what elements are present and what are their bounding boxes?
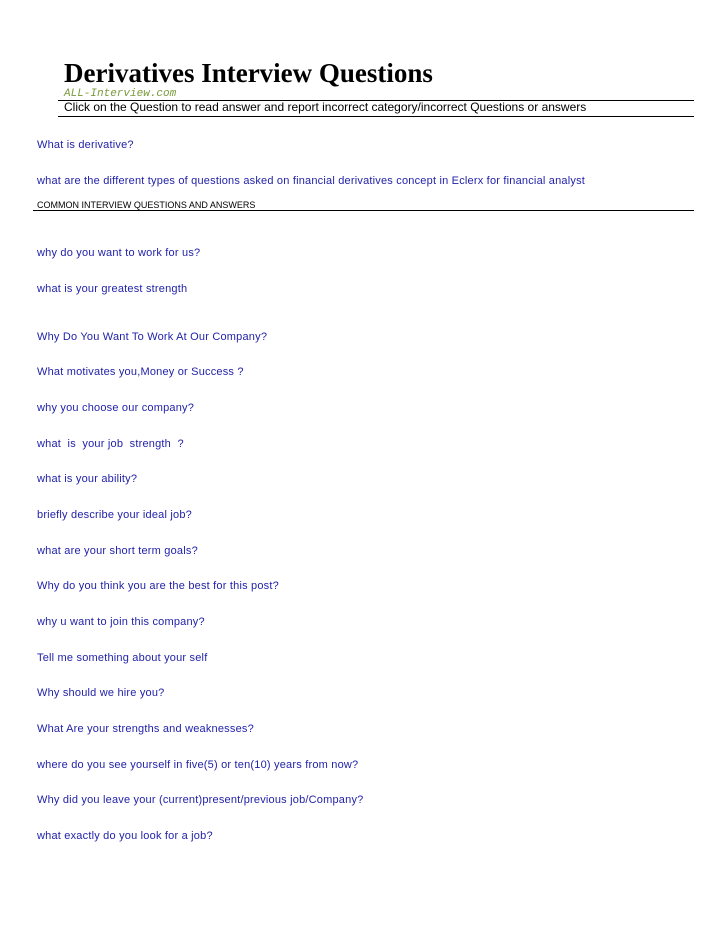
header-divider-bottom: [58, 116, 694, 117]
question-link[interactable]: what is your greatest strength: [37, 283, 188, 295]
question-link[interactable]: why do you want to work for us?: [37, 247, 201, 259]
question-link[interactable]: briefly describe your ideal job?: [37, 509, 192, 521]
section-divider: [33, 210, 694, 211]
section-title: COMMON INTERVIEW QUESTIONS AND ANSWERS: [37, 200, 256, 210]
question-link[interactable]: What motivates you,Money or Success ?: [37, 366, 244, 378]
question-link[interactable]: what is your job strength ?: [37, 438, 184, 450]
question-link-derivative[interactable]: What is derivative?: [37, 139, 134, 151]
question-link[interactable]: why you choose our company?: [37, 402, 195, 414]
question-link[interactable]: where do you see yourself in five(5) or ten(10) years from now?: [37, 759, 359, 771]
question-link[interactable]: Why Do You Want To Work At Our Company?: [37, 331, 268, 343]
question-link[interactable]: Tell me something about your self: [37, 652, 208, 664]
question-link[interactable]: why u want to join this company?: [37, 616, 205, 628]
question-link[interactable]: what are your short term goals?: [37, 545, 198, 557]
page-title: Derivatives Interview Questions: [64, 58, 433, 88]
question-link[interactable]: Why did you leave your (current)present/previous job/Company?: [37, 794, 364, 806]
question-link[interactable]: Why do you think you are the best for this post?: [37, 580, 279, 592]
instructions-text: Click on the Question to read answer and report incorrect category/incorrect Questions or answers: [64, 100, 587, 114]
question-link-eclerx[interactable]: what are the different types of questions asked on financial derivatives concept in Eclerx for financial analyst: [37, 175, 586, 187]
question-link[interactable]: what exactly do you look for a job?: [37, 830, 213, 842]
question-link[interactable]: what is your ability?: [37, 473, 138, 485]
question-link[interactable]: What Are your strengths and weaknesses?: [37, 723, 254, 735]
question-link[interactable]: Why should we hire you?: [37, 687, 165, 699]
site-name: ALL-Interview.com: [64, 88, 177, 100]
